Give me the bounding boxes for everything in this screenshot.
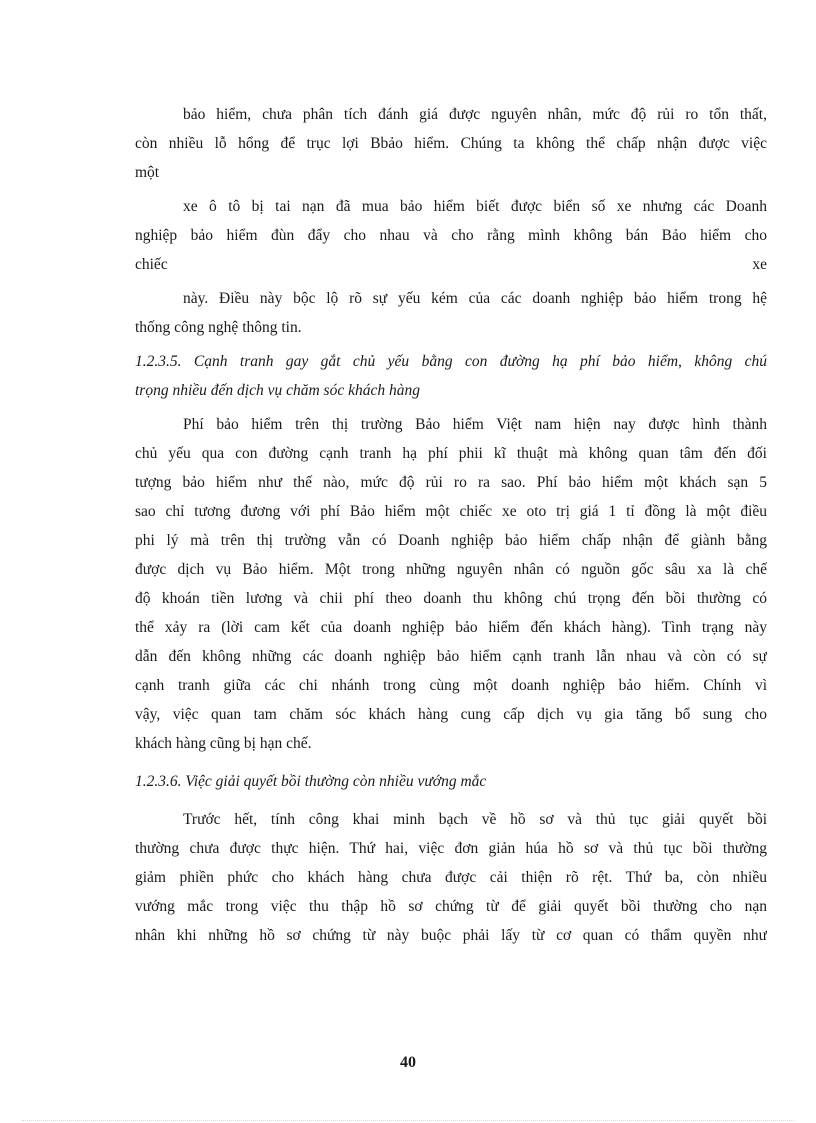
text-line: xe ô tô bị tai nạn đã mua bảo hiểm biết được biển số xe nhưng các Doanh (183, 198, 767, 215)
page-number: 40 (400, 1054, 416, 1071)
text-line: phi lý mà trên thị trường vẫn có Doanh nghiệp bảo hiểm chấp nhận để giành bằng (135, 532, 767, 549)
text-line: vướng mắc trong việc thu thập hồ sơ chứng từ để giải quyết bồi thường cho nạn (135, 898, 767, 915)
text-line: thể xảy ra (lời cam kết của doanh nghiệp bảo hiểm đến khách hàng). Tình trạng này (135, 619, 767, 636)
text-line: tượng bảo hiểm như thế nào, mức độ rủi ro ra sao. Phí bảo hiểm một khách sạn 5 (135, 474, 767, 491)
text-line: này. Điều này bộc lộ rõ sự yếu kém của các doanh nghiệp bảo hiểm trong hệ (183, 290, 767, 307)
text-line: nhân khi những hồ sơ chứng từ này buộc phải lấy từ cơ quan có thẩm quyền như (135, 927, 767, 944)
paragraph (135, 284, 767, 342)
paragraph (135, 192, 767, 279)
text-line: giảm phiền phức cho khách hàng chưa được cải thiện rõ rệt. Thứ ba, còn nhiều (135, 869, 767, 886)
text-line: thống công nghệ thông tin. (135, 319, 302, 336)
text-line: dẫn đến không những các doanh nghiệp bảo hiểm cạnh tranh lẫn nhau và còn có sự (135, 648, 767, 665)
text-line: chiếc xe (135, 256, 767, 273)
text-line: nghiệp bảo hiểm đùn đẩy cho nhau và cho rằng mình không bán Bảo hiểm cho (135, 227, 767, 244)
heading-line: 1.2.3.5. Cạnh tranh gay gắt chủ yếu bằng con đường hạ phí bảo hiểm, không chú (135, 353, 767, 370)
text-line: vậy, việc quan tam chăm sóc khách hàng cung cấp dịch vụ gia tăng bổ sung cho (135, 706, 767, 723)
paragraph (135, 100, 767, 187)
text-line: chủ yếu qua con đường cạnh tranh hạ phí phii kĩ thuật mà không quan tâm đến đối (135, 445, 767, 462)
text-line: còn nhiều lỗ hổng để trục lợi Bbảo hiểm. Chúng ta không thể chấp nhận được việc (135, 135, 767, 152)
text-line: Trước hết, tính công khai minh bạch về hồ sơ và thủ tục giải quyết bồi (183, 811, 767, 828)
text-line: cạnh tranh giữa các chi nhánh trong cùng một doanh nghiệp bảo hiểm. Chính vì (135, 677, 767, 694)
text-line: khách hàng cũng bị hạn chế. (135, 735, 312, 752)
text-line: thường chưa được thực hiện. Thứ hai, việc đơn giản húa hồ sơ và thủ tục bồi thường (135, 840, 767, 857)
text-line: độ khoán tiền lương và chii phí theo doanh thu không chú trọng đến bồi thường có (135, 590, 767, 607)
heading-line: 1.2.3.6. Việc giải quyết bồi thường còn nhiều vướng mắc (135, 773, 487, 790)
text-line: bảo hiểm, chưa phân tích đánh giá được nguyên nhân, mức độ rủi ro tổn thất, (183, 106, 767, 123)
paragraph (135, 805, 767, 950)
text-line: Phí bảo hiểm trên thị trường Bảo hiểm Việt nam hiện nay được hình thành (183, 416, 767, 433)
text-line: một (135, 164, 160, 181)
section-heading (135, 767, 767, 796)
section-heading (135, 347, 767, 405)
text-line: sao chỉ tương đương với phí Bảo hiểm một chiếc xe oto trị giá 1 tỉ đồng là một điều (135, 503, 767, 520)
heading-line: trọng nhiều đến dịch vụ chăm sóc khách hàng (135, 382, 420, 399)
page-bottom-divider (22, 1120, 794, 1121)
paragraph (135, 410, 767, 758)
text-line: được dịch vụ Bảo hiểm. Một trong những nguyên nhân có nguồn gốc sâu xa là chế (135, 561, 767, 578)
document-body (135, 100, 767, 950)
